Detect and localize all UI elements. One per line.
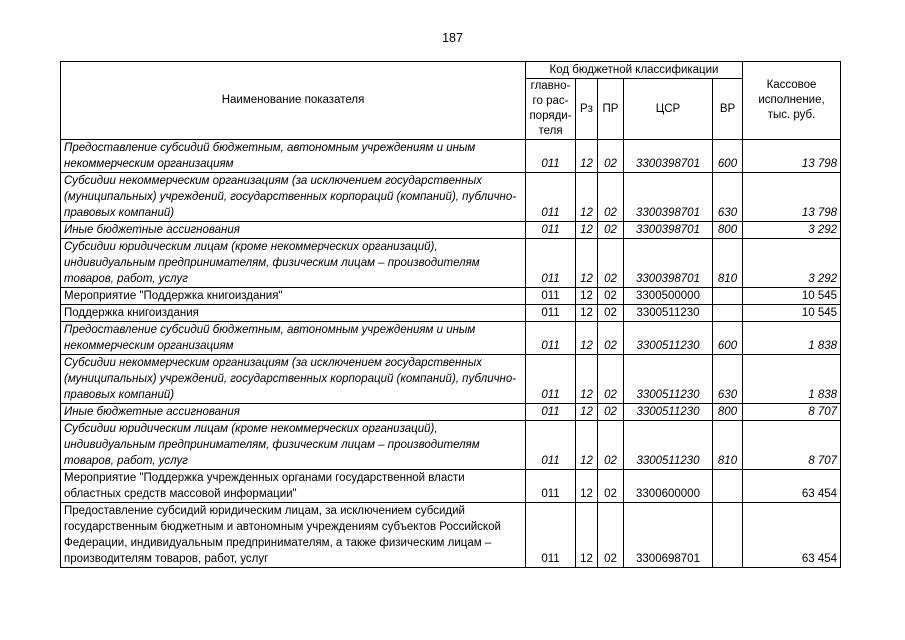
cell-pr: 02 (598, 355, 624, 404)
cell-amount: 8 707 (743, 404, 841, 421)
cell-pr: 02 (598, 222, 624, 239)
cell-pr: 02 (598, 288, 624, 305)
cell-glavn: 011 (526, 355, 576, 404)
cell-amount: 63 454 (743, 470, 841, 503)
cell-pr: 02 (598, 305, 624, 322)
cell-name: Субсидии юридическим лицам (кроме некоммерческих организаций), индивидуальным предпринимателям, физическим лицам – производителям товаров, работ, услуг (61, 421, 526, 470)
table-row (61, 288, 841, 305)
cell-rz: 12 (576, 355, 598, 404)
cell-rz: 12 (576, 404, 598, 421)
header-vr: ВР (713, 79, 743, 140)
cell-vr (713, 470, 743, 503)
cell-amount: 13 798 (743, 173, 841, 222)
page-number: 187 (442, 31, 463, 45)
cell-vr: 600 (713, 322, 743, 355)
cell-glavn: 011 (526, 404, 576, 421)
cell-amount: 10 545 (743, 305, 841, 322)
table-row (61, 503, 841, 568)
cell-pr: 02 (598, 173, 624, 222)
budget-table (60, 61, 841, 568)
cell-pr: 02 (598, 470, 624, 503)
cell-pr: 02 (598, 140, 624, 173)
table-row (61, 222, 841, 239)
cell-vr: 630 (713, 173, 743, 222)
table-header (61, 62, 841, 140)
table-row (61, 470, 841, 503)
cell-pr: 02 (598, 404, 624, 421)
cell-glavn: 011 (526, 288, 576, 305)
cell-csr: 3300511230 (624, 421, 713, 470)
table-row (61, 239, 841, 288)
cell-name: Поддержка книгоиздания (61, 305, 526, 322)
cell-vr (713, 503, 743, 568)
cell-name: Иные бюджетные ассигнования (61, 404, 526, 421)
cell-csr: 3300698701 (624, 503, 713, 568)
cell-csr: 3300500000 (624, 288, 713, 305)
cell-pr: 02 (598, 322, 624, 355)
cell-name: Иные бюджетные ассигнования (61, 222, 526, 239)
cell-rz: 12 (576, 322, 598, 355)
cell-pr: 02 (598, 421, 624, 470)
cell-csr: 3300511230 (624, 404, 713, 421)
cell-csr: 3300511230 (624, 322, 713, 355)
cell-rz: 12 (576, 173, 598, 222)
cell-glavn: 011 (526, 173, 576, 222)
cell-name: Субсидии юридическим лицам (кроме некоммерческих организаций), индивидуальным предпринимателям, физическим лицам – производителям товаров, работ, услуг (61, 239, 526, 288)
table-row (61, 305, 841, 322)
table-row (61, 173, 841, 222)
table-row (61, 140, 841, 173)
cell-pr: 02 (598, 239, 624, 288)
table-row (61, 322, 841, 355)
cell-csr: 3300398701 (624, 222, 713, 239)
table-row (61, 355, 841, 404)
cell-vr: 810 (713, 421, 743, 470)
cell-glavn: 011 (526, 470, 576, 503)
cell-amount: 1 838 (743, 355, 841, 404)
cell-amount: 8 707 (743, 421, 841, 470)
cell-amount: 63 454 (743, 503, 841, 568)
cell-rz: 12 (576, 421, 598, 470)
header-code-group: Код бюджетной классификации (526, 62, 743, 79)
cell-csr: 3300398701 (624, 173, 713, 222)
cell-vr: 630 (713, 355, 743, 404)
cell-name: Мероприятие "Поддержка учрежденных органами государственной власти областных средств массовой информации" (61, 470, 526, 503)
header-csr: ЦСР (624, 79, 713, 140)
cell-rz: 12 (576, 288, 598, 305)
cell-rz: 12 (576, 140, 598, 173)
cell-vr: 600 (713, 140, 743, 173)
header-rz: Рз (576, 79, 598, 140)
cell-amount: 10 545 (743, 288, 841, 305)
table-row (61, 421, 841, 470)
cell-name: Мероприятие "Поддержка книгоиздания" (61, 288, 526, 305)
cell-glavn: 011 (526, 322, 576, 355)
header-glavn: главно-го рас-поряди-теля (526, 79, 576, 140)
cell-rz: 12 (576, 305, 598, 322)
cell-vr: 800 (713, 404, 743, 421)
cell-csr: 3300398701 (624, 239, 713, 288)
cell-amount: 13 798 (743, 140, 841, 173)
table-body (61, 140, 841, 568)
cell-rz: 12 (576, 470, 598, 503)
cell-amount: 1 838 (743, 322, 841, 355)
cell-glavn: 011 (526, 239, 576, 288)
header-name: Наименование показателя (61, 62, 526, 140)
cell-csr: 3300511230 (624, 305, 713, 322)
cell-name: Предоставление субсидий юридическим лицам, за исключением субсидий государственным бюджетным и автономным учреждениям субъектов Российской Федерации, индивидуальным предпринимателям, а также физическим лицам – производителям товаров, работ, услуг (61, 503, 526, 568)
cell-rz: 12 (576, 503, 598, 568)
header-cash: Кассовое исполнение, тыс. руб. (743, 62, 841, 140)
cell-glavn: 011 (526, 305, 576, 322)
cell-rz: 12 (576, 239, 598, 288)
cell-vr: 800 (713, 222, 743, 239)
cell-csr: 3300600000 (624, 470, 713, 503)
cell-pr: 02 (598, 503, 624, 568)
header-pr: ПР (598, 79, 624, 140)
cell-csr: 3300398701 (624, 140, 713, 173)
cell-name: Субсидии некоммерческим организациям (за исключением государственных (муниципальных) учреждений, государственных корпораций (компаний), публично-правовых компаний) (61, 173, 526, 222)
cell-name: Предоставление субсидий бюджетным, автономным учреждениям и иным некоммерческим организациям (61, 322, 526, 355)
cell-glavn: 011 (526, 222, 576, 239)
table-row (61, 404, 841, 421)
cell-amount: 3 292 (743, 222, 841, 239)
cell-amount: 3 292 (743, 239, 841, 288)
cell-name: Предоставление субсидий бюджетным, автономным учреждениям и иным некоммерческим организациям (61, 140, 526, 173)
cell-glavn: 011 (526, 421, 576, 470)
cell-name: Субсидии некоммерческим организациям (за исключением государственных (муниципальных) учреждений, государственных корпораций (компаний), публично-правовых компаний) (61, 355, 526, 404)
cell-vr (713, 288, 743, 305)
cell-csr: 3300511230 (624, 355, 713, 404)
cell-glavn: 011 (526, 503, 576, 568)
cell-rz: 12 (576, 222, 598, 239)
cell-glavn: 011 (526, 140, 576, 173)
cell-vr (713, 305, 743, 322)
cell-vr: 810 (713, 239, 743, 288)
